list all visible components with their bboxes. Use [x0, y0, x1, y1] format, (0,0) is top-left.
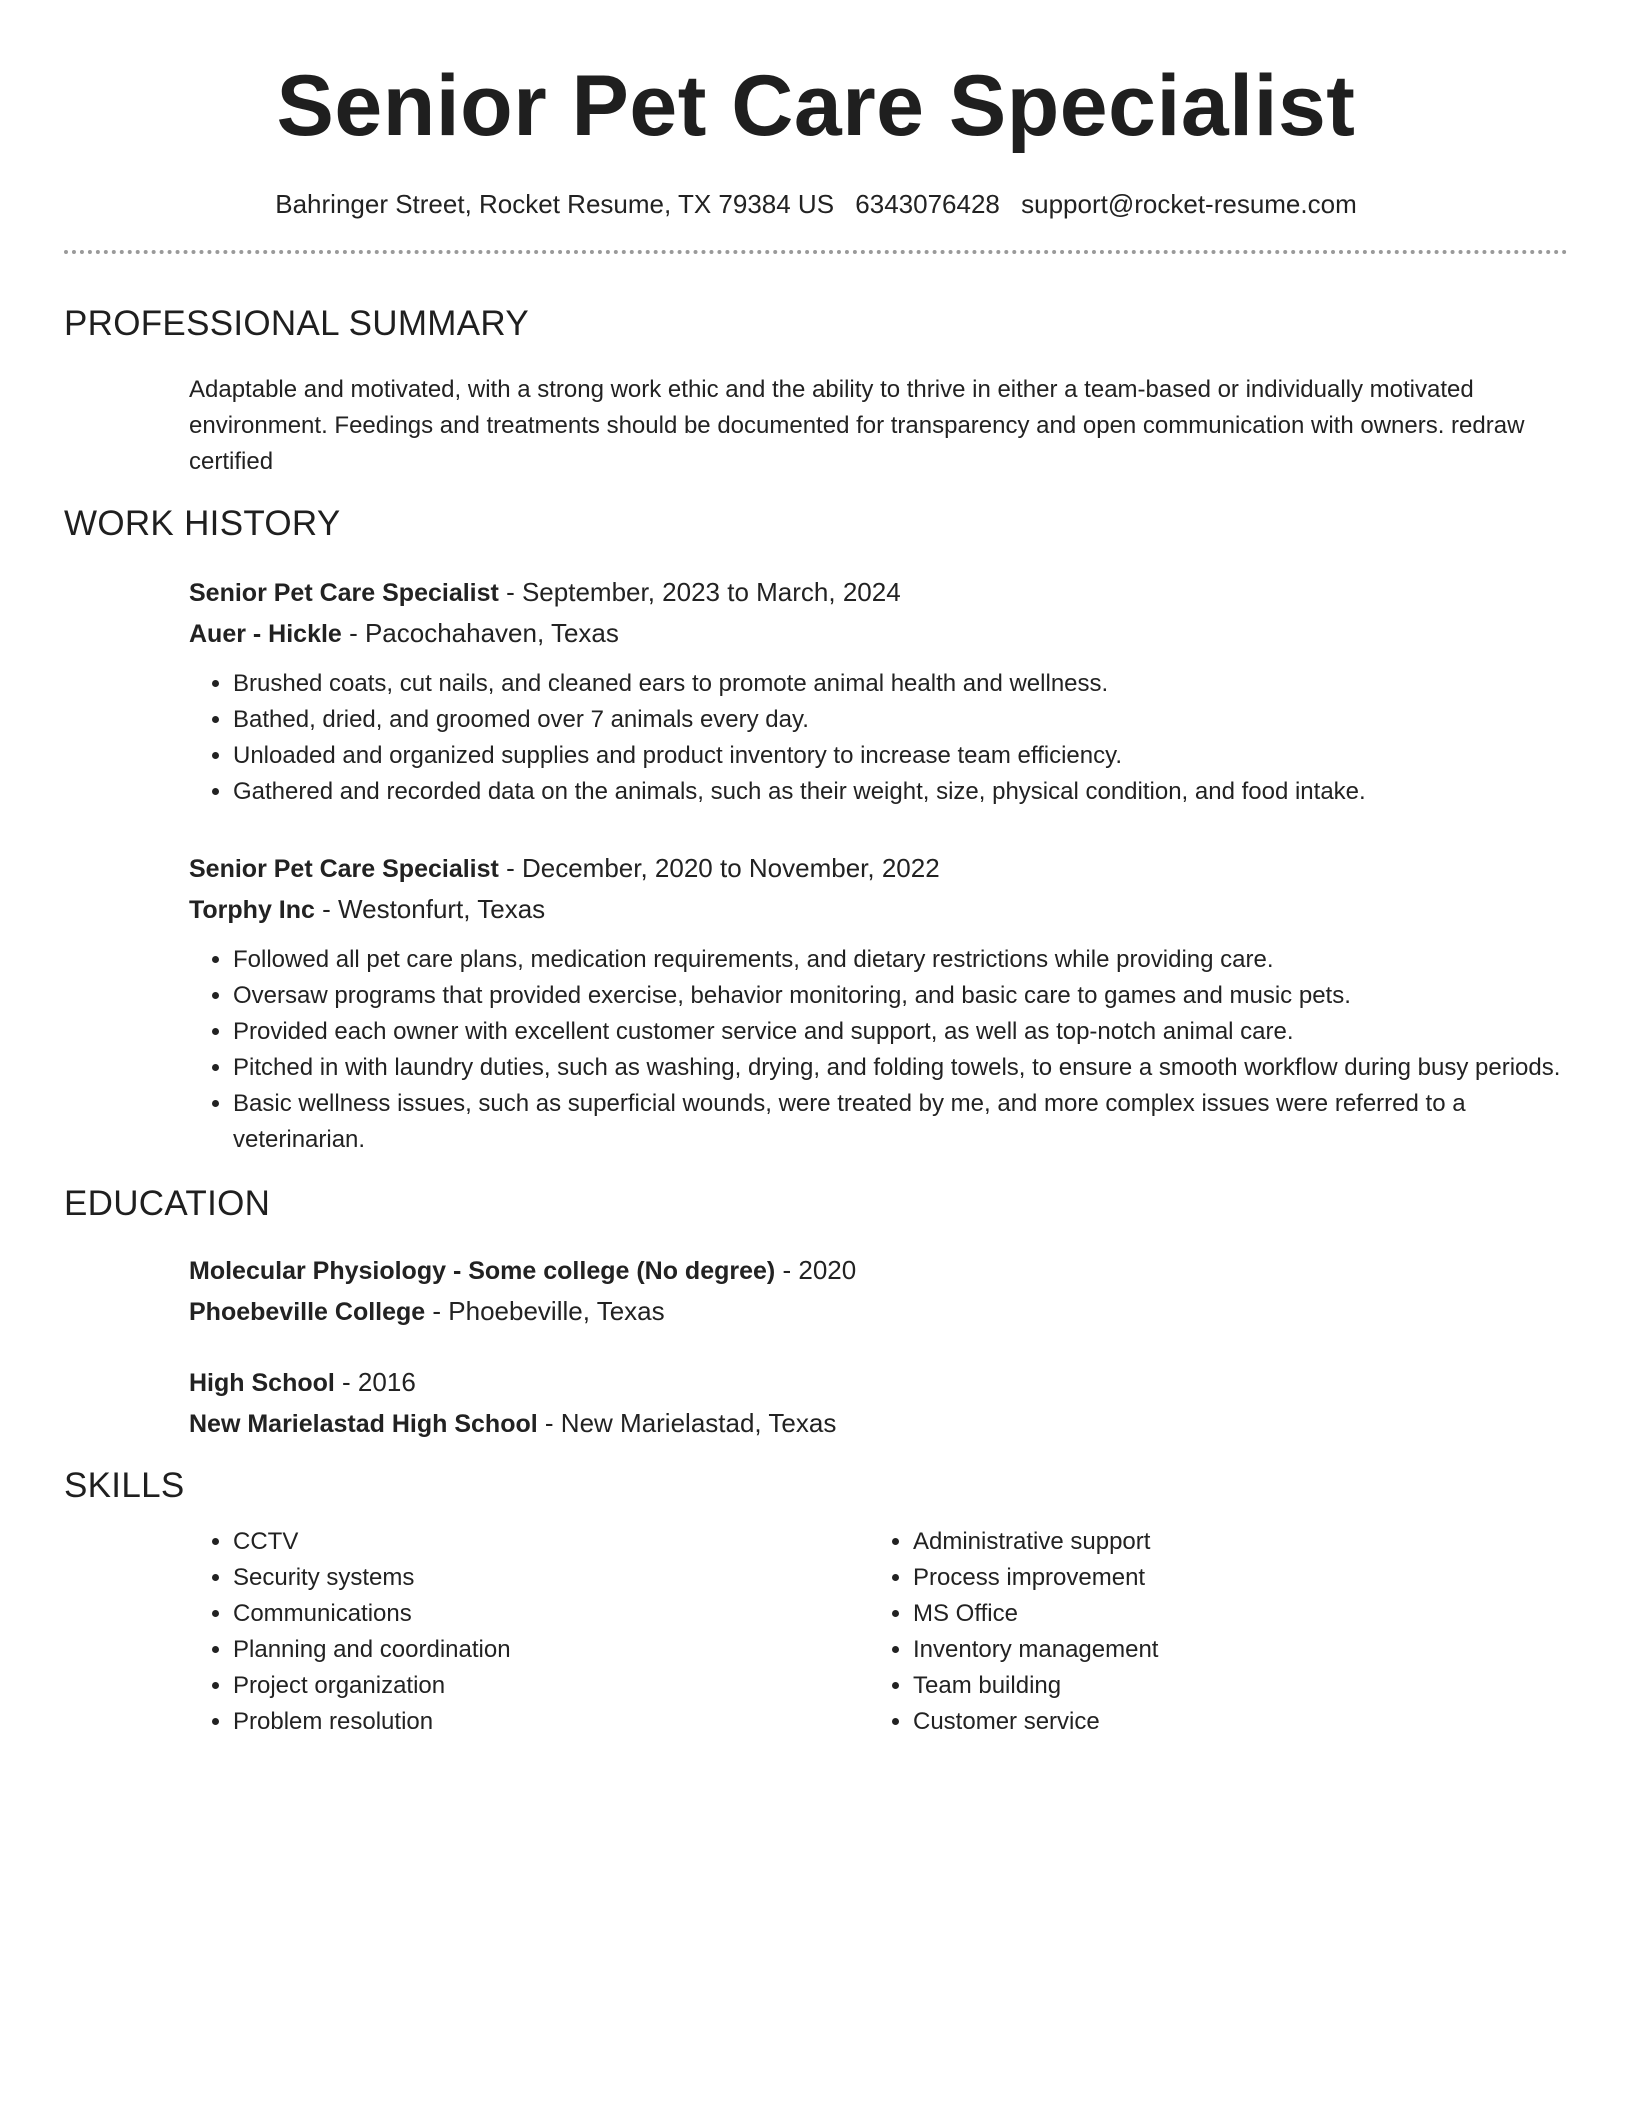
job-dates: - September, 2023 to March, 2024	[498, 577, 901, 607]
job-entry	[189, 572, 1568, 810]
job-role: Senior Pet Care Specialist	[189, 855, 499, 883]
job-company-line	[189, 889, 1568, 930]
phone: 6343076428	[855, 189, 1000, 219]
section-title-education: EDUCATION	[64, 1184, 271, 1223]
job-entry	[189, 848, 1568, 1158]
section-title-skills: SKILLS	[64, 1466, 185, 1505]
skill-item: • Communications	[233, 1596, 869, 1632]
school-line	[189, 1403, 1568, 1444]
section-title-work-history: WORK HISTORY	[64, 504, 341, 543]
skill-item: • Planning and coordination	[233, 1632, 869, 1668]
skills-list	[189, 1524, 1568, 1740]
skill-item: • Customer service	[913, 1704, 1549, 1740]
school-line	[189, 1291, 1568, 1332]
school: Phoebeville College	[189, 1298, 426, 1326]
email: support@rocket-resume.com	[1021, 189, 1357, 219]
skill-item: • CCTV	[233, 1524, 869, 1560]
list-item: • Gathered and recorded data on the animals, such as their weight, size, physical condition, and food intake.	[233, 774, 1568, 810]
list-item: • Unloaded and organized supplies and product inventory to increase team efficiency.	[233, 738, 1568, 774]
job-bullets	[189, 666, 1568, 810]
list-item: • Provided each owner with excellent customer service and support, as well as top-notch animal care.	[233, 1014, 1568, 1050]
degree: High School	[189, 1369, 335, 1397]
job-company: Auer - Hickle	[189, 620, 342, 648]
skill-item: • Problem resolution	[233, 1704, 869, 1740]
degree-year: - 2020	[775, 1255, 857, 1285]
list-item: • Pitched in with laundry duties, such as washing, drying, and folding towels, to ensure a smooth workflow during busy periods.	[233, 1050, 1568, 1086]
job-company: Torphy Inc	[189, 896, 315, 924]
skill-item: • Inventory management	[913, 1632, 1549, 1668]
skill-item: • Security systems	[233, 1560, 869, 1596]
job-title-line	[189, 572, 1568, 613]
job-dates: - December, 2020 to November, 2022	[498, 853, 940, 883]
school-location: - New Marielastad, Texas	[537, 1408, 837, 1438]
education-entry	[189, 1250, 1568, 1332]
section-title-summary: PROFESSIONAL SUMMARY	[64, 304, 529, 343]
job-bullets	[189, 942, 1568, 1158]
degree-year: - 2016	[334, 1367, 416, 1397]
list-item: • Basic wellness issues, such as superficial wounds, were treated by me, and more complex issues were referred to a veterinarian.	[233, 1086, 1568, 1158]
job-location: - Pacochahaven, Texas	[341, 618, 619, 648]
skill-item: • Project organization	[233, 1668, 869, 1704]
skill-item: • Administrative support	[913, 1524, 1549, 1560]
skill-item: • MS Office	[913, 1596, 1549, 1632]
job-role: Senior Pet Care Specialist	[189, 579, 499, 607]
education-entry	[189, 1362, 1568, 1444]
skill-item: • Team building	[913, 1668, 1549, 1704]
skill-item: • Process improvement	[913, 1560, 1549, 1596]
candidate-name: Senior Pet Care Specialist	[276, 58, 1356, 154]
list-item: • Oversaw programs that provided exercise, behavior monitoring, and basic care to games and music pets.	[233, 978, 1568, 1014]
school: New Marielastad High School	[189, 1410, 538, 1438]
degree-line	[189, 1362, 1568, 1403]
job-company-line	[189, 613, 1568, 654]
degree-line	[189, 1250, 1568, 1291]
job-location: - Westonfurt, Texas	[314, 894, 546, 924]
list-item: • Bathed, dried, and groomed over 7 animals every day.	[233, 702, 1568, 738]
list-item: • Followed all pet care plans, medication requirements, and dietary restrictions while providing care.	[233, 942, 1568, 978]
job-title-line	[189, 848, 1568, 889]
address: Bahringer Street, Rocket Resume, TX 79384 US	[275, 189, 835, 219]
skills-column-right	[869, 1524, 1549, 1740]
school-location: - Phoebeville, Texas	[425, 1296, 665, 1326]
degree: Molecular Physiology - Some college (No degree)	[189, 1257, 776, 1285]
skills-column-left	[189, 1524, 869, 1740]
summary-text: Adaptable and motivated, with a strong work ethic and the ability to thrive in either a team-based or individually motivated environment. Feedings and treatments should be documented for transparency and open communication with owners. redraw certified	[189, 376, 1525, 475]
header-divider	[64, 250, 1568, 254]
list-item: • Brushed coats, cut nails, and cleaned ears to promote animal health and wellness.	[233, 666, 1568, 702]
contact-line	[64, 188, 1568, 220]
